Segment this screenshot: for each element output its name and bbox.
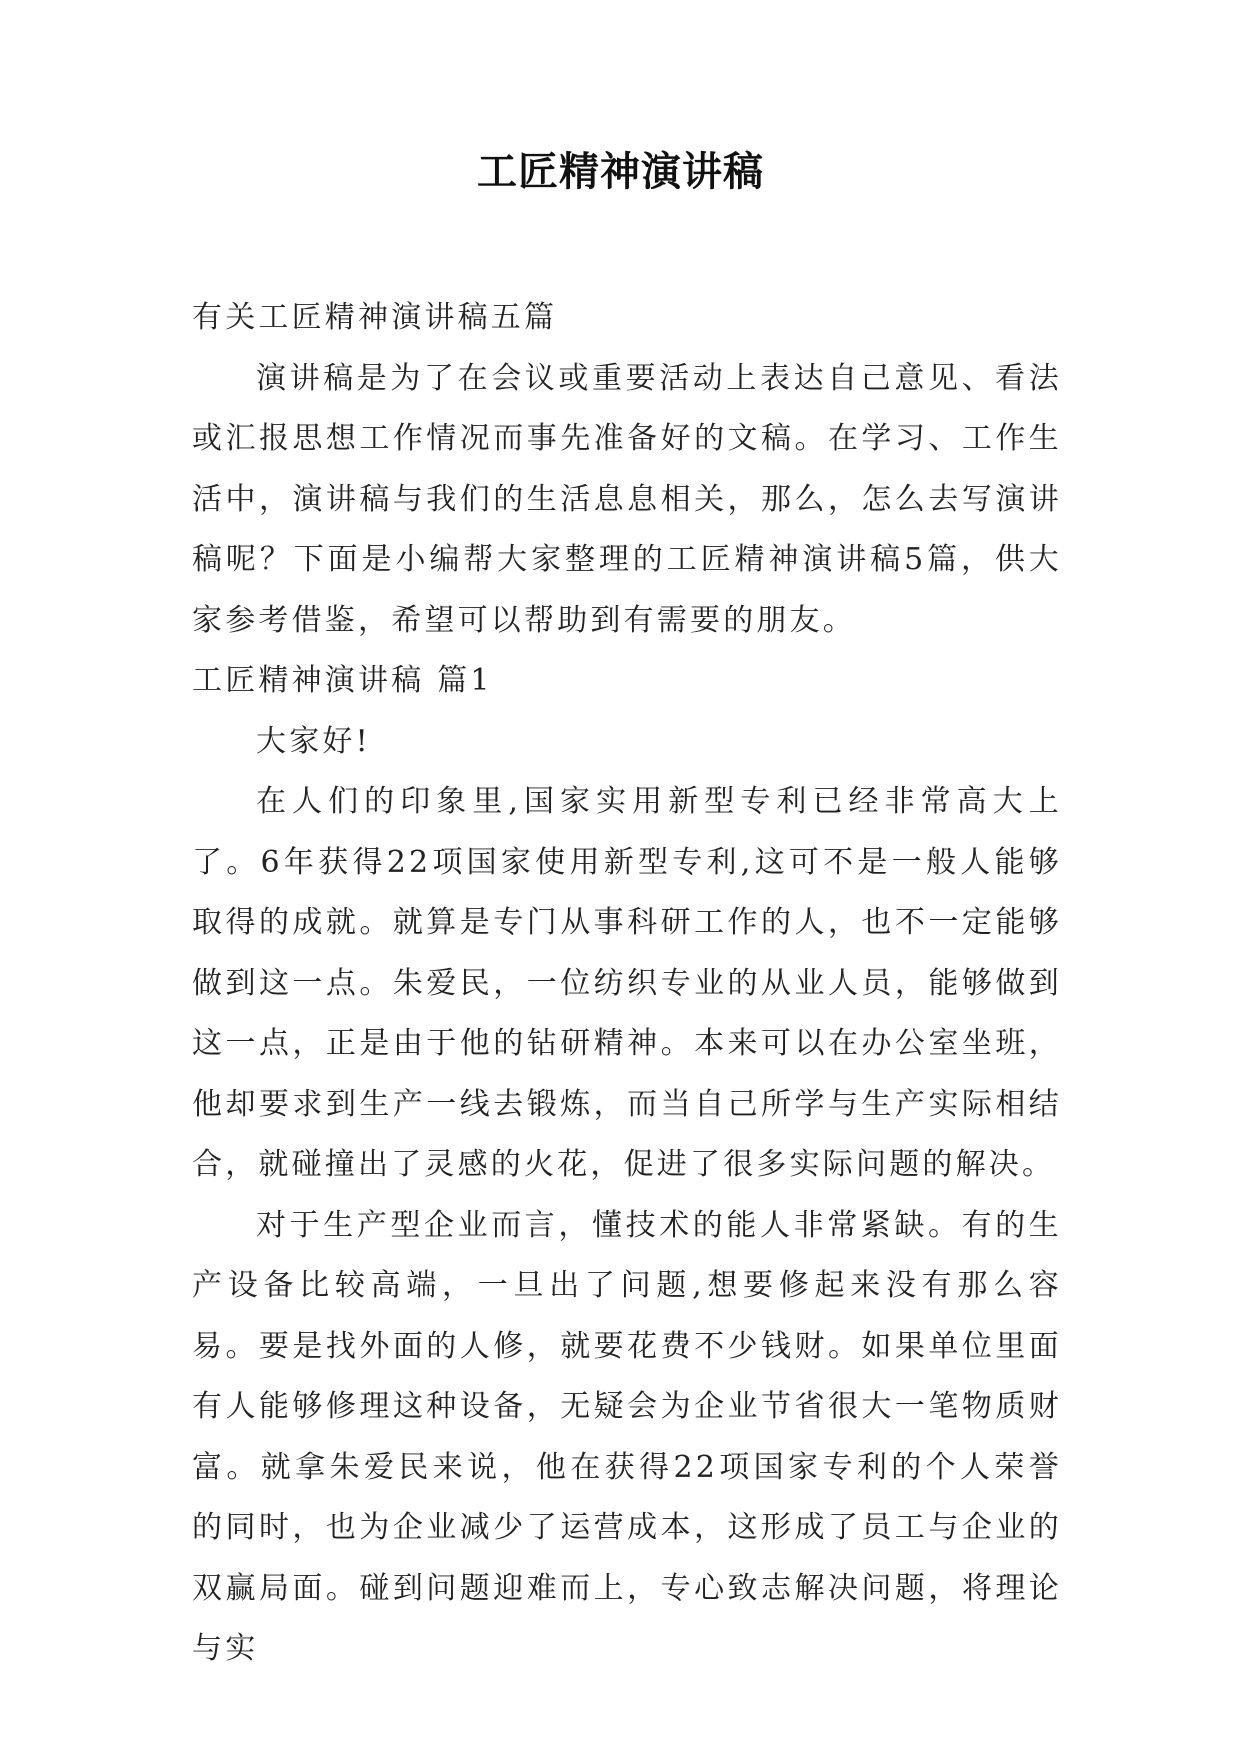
greeting-paragraph: 大家好! [256,723,371,759]
section-heading: 工匠精神演讲稿 篇1 [192,663,493,698]
document-title: 工匠精神演讲稿 [477,148,764,195]
intro-paragraph: 演讲稿是为了在会议或重要活动上表达自己意见、看法或汇报思想工作情况而事先准备好的文稿。在学习、工作生活中，演讲稿与我们的生活息息相关，那么，怎么去写演讲稿呢？下面是小编帮大家整理的工匠精神演讲稿5篇，供大家参考借鉴，希望可以帮助到有需要的朋友。 [192,360,1062,638]
body-paragraph: 在人们的印象里,国家实用新型专利已经非常高大上了。6年获得22项国家使用新型专利,这可不是一般人能够取得的成就。就算是专门从事科研工作的人，也不一定能够做到这一点。朱爱民，一位纺织专业的从业人员，能够做到这一点，正是由于他的钻研精神。本来可以在办公室坐班，他却要求到生产一线去锻炼，而当自己所学与生产实际相结合，就碰撞出了灵感的火花，促进了很多实际问题的解决。 [192,784,1062,1182]
document-body [192,288,1062,1680]
body-paragraph: 对于生产型企业而言，懂技术的能人非常紧缺。有的生产设备比较高端，一旦出了问题,想要修起来没有那么容易。要是找外面的人修，就要花费不少钱财。如果单位里面有人能够修理这种设备，无疑会为企业节省很大一笔物质财富。就拿朱爱民来说，他在获得22项国家专利的个人荣誉的同时，也为企业减少了运营成本，这形成了员工与企业的双赢局面。碰到问题迎难而上，专心致志解决问题，将理论与实 [192,1207,1062,1666]
subtitle-paragraph: 有关工匠精神演讲稿五篇 [192,300,558,335]
